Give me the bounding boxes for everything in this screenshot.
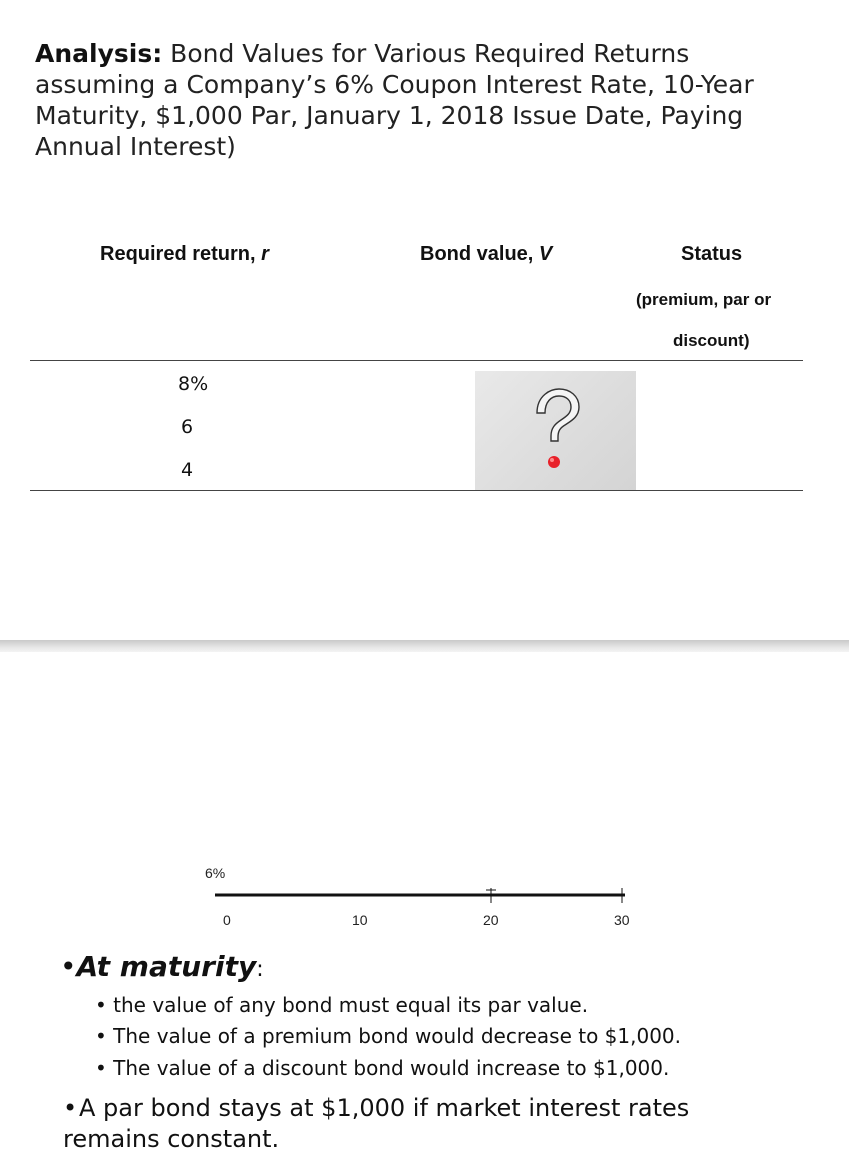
title-text: Bond Values for Various Required Returns assuming a Company’s 6% Coupon Interest Rate, 10-Year Maturity, $1,000 Par, January 1, 2018 Issue Date, Paying Annual Interest) bbox=[35, 39, 754, 161]
title-lead: Analysis: bbox=[35, 39, 163, 68]
header-required-return: Required return, r bbox=[100, 243, 269, 265]
table-row: 6 bbox=[181, 416, 194, 438]
timeline-tick-label: 10 bbox=[352, 912, 368, 928]
list-item: • the value of any bond must equal its par value. bbox=[95, 993, 589, 1017]
slide-divider bbox=[0, 640, 849, 652]
slide-title bbox=[35, 38, 755, 162]
question-mark-image bbox=[475, 371, 636, 490]
variable-r: r bbox=[261, 243, 269, 265]
maturity-heading-text: At maturity bbox=[76, 950, 257, 983]
table-row: 8% bbox=[178, 373, 209, 395]
list-item: • The value of a discount bond would increase to $1,000. bbox=[95, 1056, 670, 1080]
timeline-top-label: 6% bbox=[205, 865, 226, 881]
header-status-sub2: discount) bbox=[673, 331, 750, 350]
header-bond-value: Bond value, V bbox=[420, 243, 553, 265]
table-row: 4 bbox=[181, 459, 194, 481]
timeline-axis bbox=[0, 880, 849, 940]
table-top-rule bbox=[30, 360, 803, 361]
header-status-sub1: (premium, par or bbox=[636, 290, 772, 309]
timeline-tick-label: 20 bbox=[483, 912, 499, 928]
header-status: Status bbox=[681, 243, 743, 265]
list-item: • The value of a premium bond would decrease to $1,000. bbox=[95, 1024, 682, 1048]
maturity-heading: •At maturity: bbox=[60, 950, 264, 983]
par-bond-bullet: •A par bond stays at $1,000 if market interest rates remains constant. bbox=[63, 1094, 690, 1153]
timeline-tick-label: 30 bbox=[614, 912, 630, 928]
variable-v: V bbox=[538, 243, 553, 265]
timeline-tick-label: 0 bbox=[223, 912, 231, 928]
question-mark-pin-icon bbox=[475, 371, 636, 490]
table-bottom-rule bbox=[30, 490, 803, 491]
